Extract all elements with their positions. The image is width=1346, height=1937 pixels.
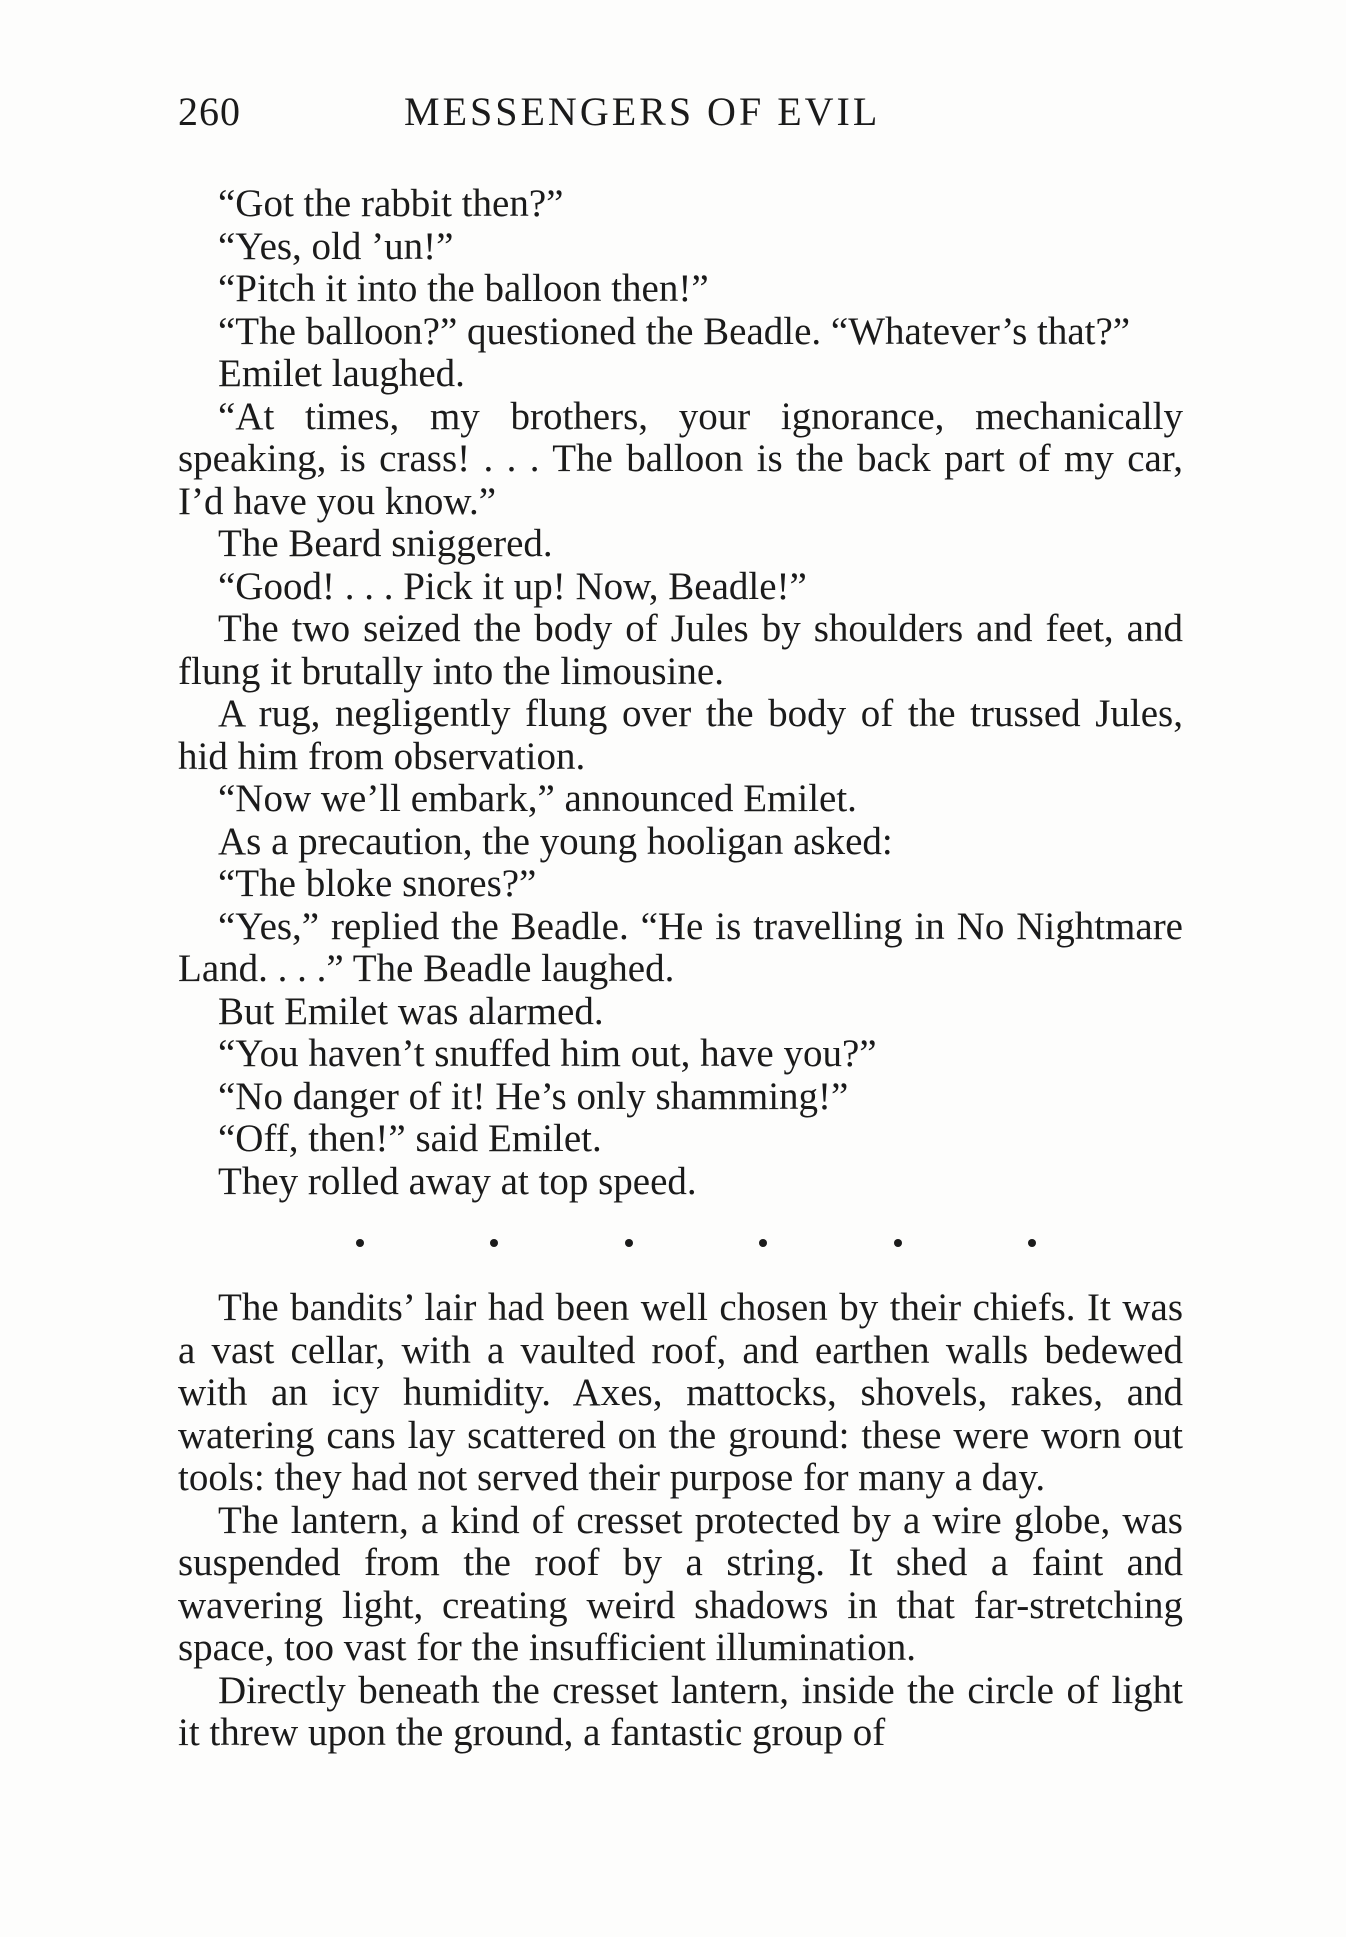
running-head [178,88,1178,138]
section-break-dot [759,1239,767,1247]
paragraph: A rug, negligently flung over the body of the trussed Jules, hid him from observation. [178,692,1183,778]
paragraph: But Emilet was alarmed. [218,989,604,1033]
paragraph: Emilet laughed. [218,352,465,395]
paragraph: The lantern, a kind of cresset protected by a wire globe, was suspended from the roof by a string. It shed a faint and wavering light, creating weird shadows in that far-stretching space, too vast for the insufficient illumination. [178,1498,1183,1669]
paragraph: “No danger of it! He’s only shamming!” [218,1074,849,1118]
paragraph: “The balloon?” questioned the Beadle. “Whatever’s that?” [218,309,1131,353]
paragraph: As a precaution, the young hooligan asked: [218,819,893,863]
paragraph: “The bloke snores?” [218,862,537,905]
body-text [178,183,1183,1755]
paragraph: They rolled away at top speed. [218,1159,697,1203]
section-break-dot [356,1239,364,1247]
section-break-dot [490,1239,498,1247]
paragraph: “Now we’ll embark,” announced Emilet. [218,777,857,820]
section-break-dot [1028,1239,1036,1247]
paragraph: “Off, then!” said Emilet. [218,1117,602,1160]
section-break-dot [625,1239,633,1247]
paragraph: “At times, my brothers, your ignorance, mechanically speaking, is crass! . . . The balloon is the back part of my car, I’d have you know.” [178,394,1183,523]
paragraph: The bandits’ lair had been well chosen by their chiefs. It was a vast cellar, with a vaulted roof, and earthen walls bedewed with an icy humidity. Axes, mattocks, shovels, rakes, and watering cans lay scattered on the ground: these were worn out tools: they had not served their purpose for many a day. [178,1286,1183,1499]
paragraph: “Pitch it into the balloon then!” [218,267,709,310]
paragraph: “You haven’t snuffed him out, have you?” [218,1032,877,1075]
running-title: MESSENGERS OF EVIL [404,89,881,134]
paragraph: The two seized the body of Jules by shoulders and feet, and flung it brutally into the limousine. [178,607,1183,693]
section-break-dot [894,1239,902,1247]
paragraph: The Beard sniggered. [218,522,553,565]
paragraph: Directly beneath the cresset lantern, inside the circle of light it threw upon the ground, a fantastic group of [178,1668,1183,1754]
paragraph: “Good! . . . Pick it up! Now, Beadle!” [218,564,807,608]
paragraph: “Yes,” replied the Beadle. “He is travelling in No Nightmare Land. . . .” The Beadle laughed. [178,904,1183,990]
paragraph: “Got the rabbit then?” [218,182,564,225]
paragraph: “Yes, old ’un!” [218,224,454,268]
page-number: 260 [178,89,241,134]
section-break [356,1239,1036,1247]
